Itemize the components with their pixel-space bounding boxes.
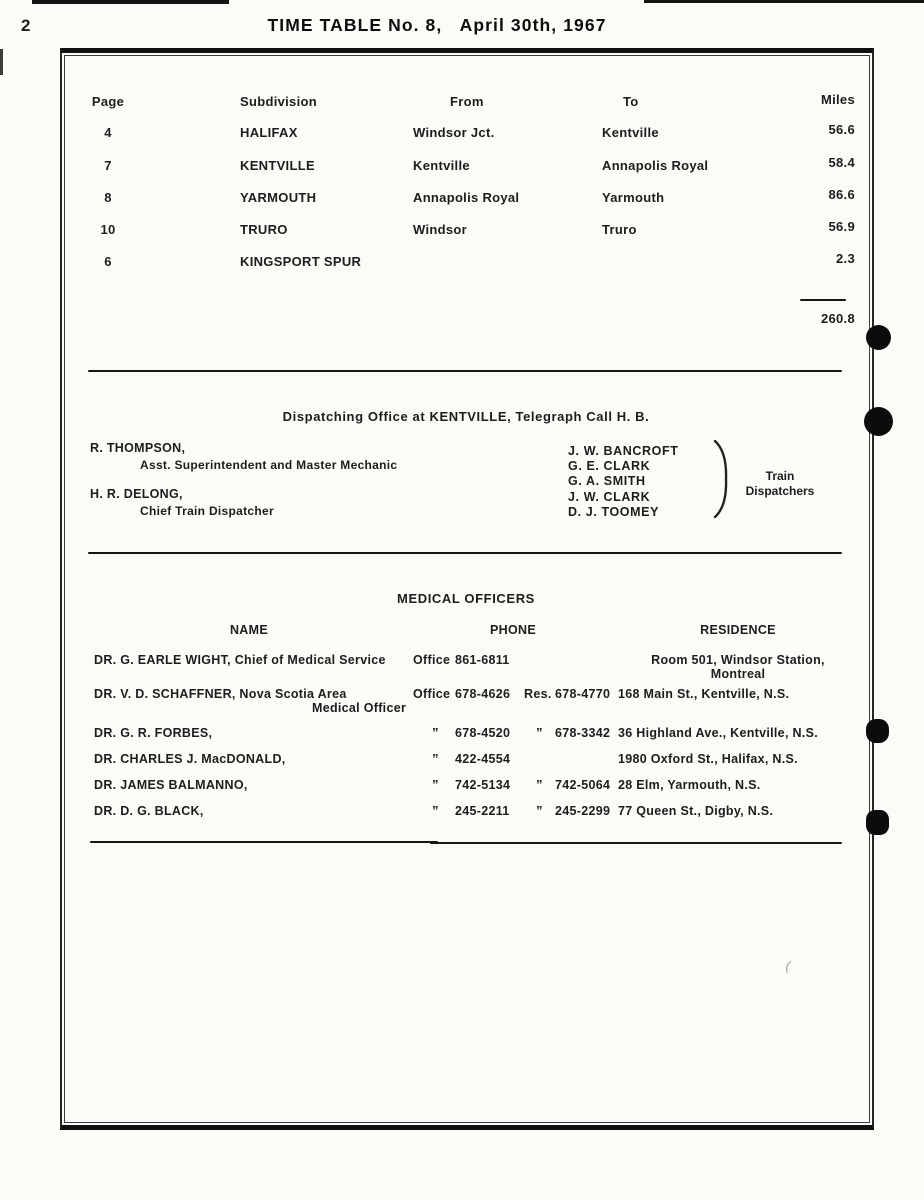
cell-to: Annapolis Royal <box>602 158 709 173</box>
doctor-name: DR. V. D. SCHAFFNER, Nova Scotia Area <box>94 687 347 701</box>
col-header-from: From <box>450 94 484 109</box>
page-title: TIME TABLE No. 8, April 30th, 1967 <box>267 15 607 35</box>
cell-subdivision: YARMOUTH <box>240 190 317 205</box>
scan-artifact-top-right <box>644 0 924 3</box>
cell-to: Truro <box>602 222 637 237</box>
residence-line1: Room 501, Windsor Station, <box>651 653 825 667</box>
med-col-header-name: NAME <box>229 623 268 637</box>
group-label-line1: Train <box>765 469 795 483</box>
phone-res: 245-2299 <box>555 804 611 818</box>
phone-office: 861-6811 <box>455 653 510 667</box>
ditto-mark: ” <box>536 803 543 818</box>
residence-line1: 168 Main St., Kentville, N.S. <box>618 687 790 701</box>
ditto-mark: ” <box>432 777 439 792</box>
group-label-line2: Dispatchers <box>745 484 815 498</box>
residence-line1: 1980 Oxford St., Halifax, N.S. <box>618 752 798 766</box>
doctor-name: DR. JAMES BALMANNO, <box>94 778 248 792</box>
residence-line1: 77 Queen St., Digby, N.S. <box>618 804 774 818</box>
medical-heading: MEDICAL OFFICERS <box>397 591 535 606</box>
res-phone-label: Res. <box>524 687 552 701</box>
dispatcher-name: J. W. CLARK <box>568 490 651 504</box>
doctor-name-line2: Medical Officer <box>312 701 407 715</box>
total-miles: 260.8 <box>820 311 855 326</box>
official-title: Chief Train Dispatcher <box>140 504 274 518</box>
ditto-mark: ” <box>536 725 543 740</box>
phone-office: 422-4554 <box>455 752 511 766</box>
dispatcher-name: G. A. SMITH <box>568 474 646 488</box>
med-col-header-phone: PHONE <box>490 623 536 637</box>
scan-artifact-top-left <box>32 0 229 4</box>
dispatcher-name: G. E. CLARK <box>568 459 651 473</box>
col-header-subdivision: Subdivision <box>240 94 317 109</box>
cell-page: 4 <box>104 125 112 140</box>
cell-subdivision: KENTVILLE <box>240 158 315 173</box>
official-name: R. THOMPSON, <box>90 441 186 455</box>
cell-subdivision: HALIFAX <box>240 125 298 140</box>
doctor-name: DR. G. R. FORBES, <box>94 726 213 740</box>
cell-miles: 2.3 <box>836 251 855 266</box>
cell-page: 10 <box>100 222 116 237</box>
cell-miles: 56.9 <box>828 219 855 234</box>
binder-dot <box>864 407 893 436</box>
page-number: 2 <box>21 16 31 35</box>
col-header-to: To <box>623 94 639 109</box>
residence-line1: 36 Highland Ave., Kentville, N.S. <box>618 726 818 740</box>
border-frame-inner <box>64 55 870 1123</box>
cell-miles: 56.6 <box>828 122 855 137</box>
cell-miles: 58.4 <box>828 155 855 170</box>
phone-res: 742-5064 <box>555 778 611 792</box>
section-divider <box>430 842 842 844</box>
section-divider <box>88 552 842 554</box>
cell-from: Windsor Jct. <box>413 125 495 140</box>
official-name: H. R. DELONG, <box>90 487 183 501</box>
phone-label: Office <box>413 653 451 667</box>
cell-subdivision: KINGSPORT SPUR <box>240 254 362 269</box>
col-header-page: Page <box>91 94 125 109</box>
doctor-name: DR. CHARLES J. MacDONALD, <box>94 752 286 766</box>
col-header-miles: Miles <box>820 92 855 107</box>
dispatcher-name: D. J. TOOMEY <box>568 505 660 519</box>
phone-res: 678-3342 <box>555 726 611 740</box>
cell-to: Kentville <box>602 125 659 140</box>
phone-office: 678-4520 <box>455 726 511 740</box>
cell-page: 7 <box>104 158 112 173</box>
cell-to: Yarmouth <box>602 190 665 205</box>
total-rule <box>800 299 846 301</box>
cell-from: Annapolis Royal <box>413 190 520 205</box>
dispatchers-group-label <box>730 469 830 499</box>
cell-page: 6 <box>104 254 112 269</box>
phone-res: 678-4770 <box>555 687 611 701</box>
binder-dot <box>866 325 891 350</box>
doctor-name: DR. G. EARLE WIGHT, Chief of Medical Service <box>94 653 386 667</box>
cell-miles: 86.6 <box>828 187 855 202</box>
brace-icon <box>712 439 730 519</box>
doctor-name: DR. D. G. BLACK, <box>94 804 204 818</box>
binder-dot <box>866 719 889 743</box>
cell-page: 8 <box>104 190 112 205</box>
section-divider <box>88 370 842 372</box>
scan-artifact-mark: ( <box>783 957 793 974</box>
cell-from: Windsor <box>413 222 467 237</box>
ditto-mark: ” <box>432 725 439 740</box>
phone-office: 742-5134 <box>455 778 511 792</box>
section-divider <box>90 841 438 843</box>
cell-from: Kentville <box>413 158 470 173</box>
binder-dot <box>866 810 889 835</box>
phone-label: Office <box>413 687 451 701</box>
official-title: Asst. Superintendent and Master Mechanic <box>140 458 398 472</box>
dispatching-heading: Dispatching Office at KENTVILLE, Telegraph Call H. B. <box>282 409 650 424</box>
dispatcher-name: J. W. BANCROFT <box>568 444 679 458</box>
ditto-mark: ” <box>432 803 439 818</box>
cell-subdivision: TRURO <box>240 222 288 237</box>
scan-artifact-left-edge <box>0 49 3 75</box>
ditto-mark: ” <box>536 777 543 792</box>
med-col-header-residence: RESIDENCE <box>700 623 776 637</box>
border-frame <box>60 48 874 1130</box>
phone-office: 245-2211 <box>455 804 510 818</box>
ditto-mark: ” <box>432 751 439 766</box>
phone-office: 678-4626 <box>455 687 511 701</box>
residence-line1: 28 Elm, Yarmouth, N.S. <box>618 778 761 792</box>
residence-line2: Montreal <box>710 667 766 681</box>
